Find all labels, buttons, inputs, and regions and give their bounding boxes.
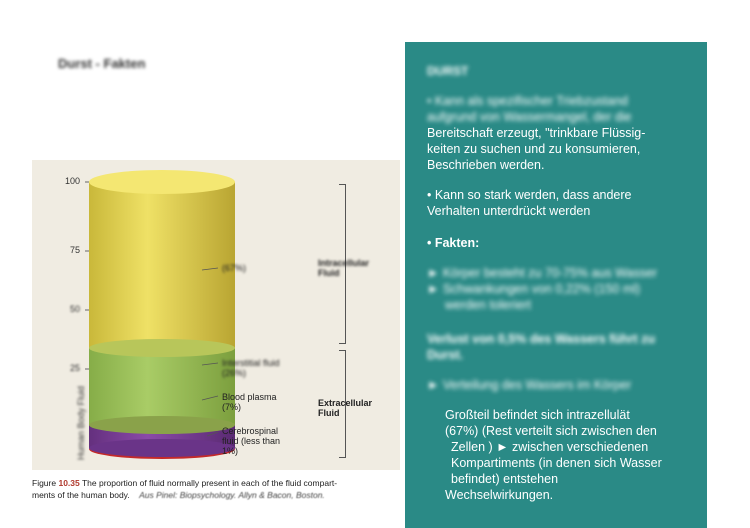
bullet-2-line-2: Verhalten unterdrückt werden (427, 204, 591, 218)
intracellular-group-label: Intracellular Fluid (318, 258, 370, 278)
tick-75: 75 (69, 245, 80, 255)
y-axis-label: Human Body Fluid (76, 385, 86, 460)
panel-heading: DURST (427, 64, 469, 78)
interstitial-label: Interstitial fluid (26%) (222, 358, 280, 378)
bullet-1-line-3: Bereitschaft erzeugt, "trinkbare Flüssig- (427, 126, 646, 140)
intracellular-layer (89, 182, 235, 348)
fakten-heading: • Fakten: (427, 236, 480, 250)
tick-50: 50 (69, 304, 80, 314)
verlust-line-2: Durst. (427, 348, 464, 362)
csf-label: Cerebrospinal fluid (less than 1%) (222, 426, 281, 456)
grossteil-line-4: Kompartiments (in denen sich Wasser (451, 456, 662, 470)
bullet-1-line-1: • Kann als spezifischer Triebzustand (427, 94, 629, 108)
figure-caption: Figure 10.35 The proportion of fluid normally present in each of the fluid compart- ments of the human body. Aus Pinel: Biopsychology. Allyn & Bacon, Boston. (32, 478, 338, 500)
bullet-1-line-4: keiten zu suchen und zu konsumieren, (427, 142, 641, 156)
fluid-figure (32, 160, 400, 470)
grossteil-line-3: Zellen ) ► zwischen verschiedenen (451, 440, 649, 454)
extracellular-group-label: Extracellular Fluid (318, 398, 373, 418)
interstitial-layer (89, 347, 235, 425)
verlust-line-1: Verlust von 0,5% des Wassers führt zu (427, 332, 656, 346)
intracellular-pct-label: (67%) (222, 263, 247, 273)
bullet-2-line-1: • Kann so stark werden, dass andere (427, 188, 632, 202)
grossteil-line-6: Wechselwirkungen. (445, 488, 554, 502)
fact-1: ► Körper besteht zu 70-75% aus Wasser (427, 266, 658, 280)
grossteil-line-5: befindet) entstehen (451, 472, 559, 486)
tick-25: 25 (69, 363, 80, 373)
slide-title: Durst - Fakten (58, 56, 146, 71)
tick-100: 100 (64, 176, 80, 186)
bullet-1-line-2: aufgrund von Wassermangel, der die (427, 110, 632, 124)
durst-panel (405, 42, 707, 528)
grossteil-line-1: Großteil befindet sich intrazellulät (445, 408, 630, 422)
grossteil-line-2: (67%) (Rest verteilt sich zwischen den (445, 424, 657, 438)
bullet-1-line-5: Beschrieben werden. (427, 158, 545, 172)
fact-2: ► Schwankungen von 0,22% (150 ml) (427, 282, 641, 296)
verteilung-line: ► Verteilung des Wassers im Körper (427, 378, 632, 392)
fact-2-cont: werden toleriert (445, 298, 532, 312)
blood-plasma-label: Blood plasma (7%) (222, 392, 277, 412)
